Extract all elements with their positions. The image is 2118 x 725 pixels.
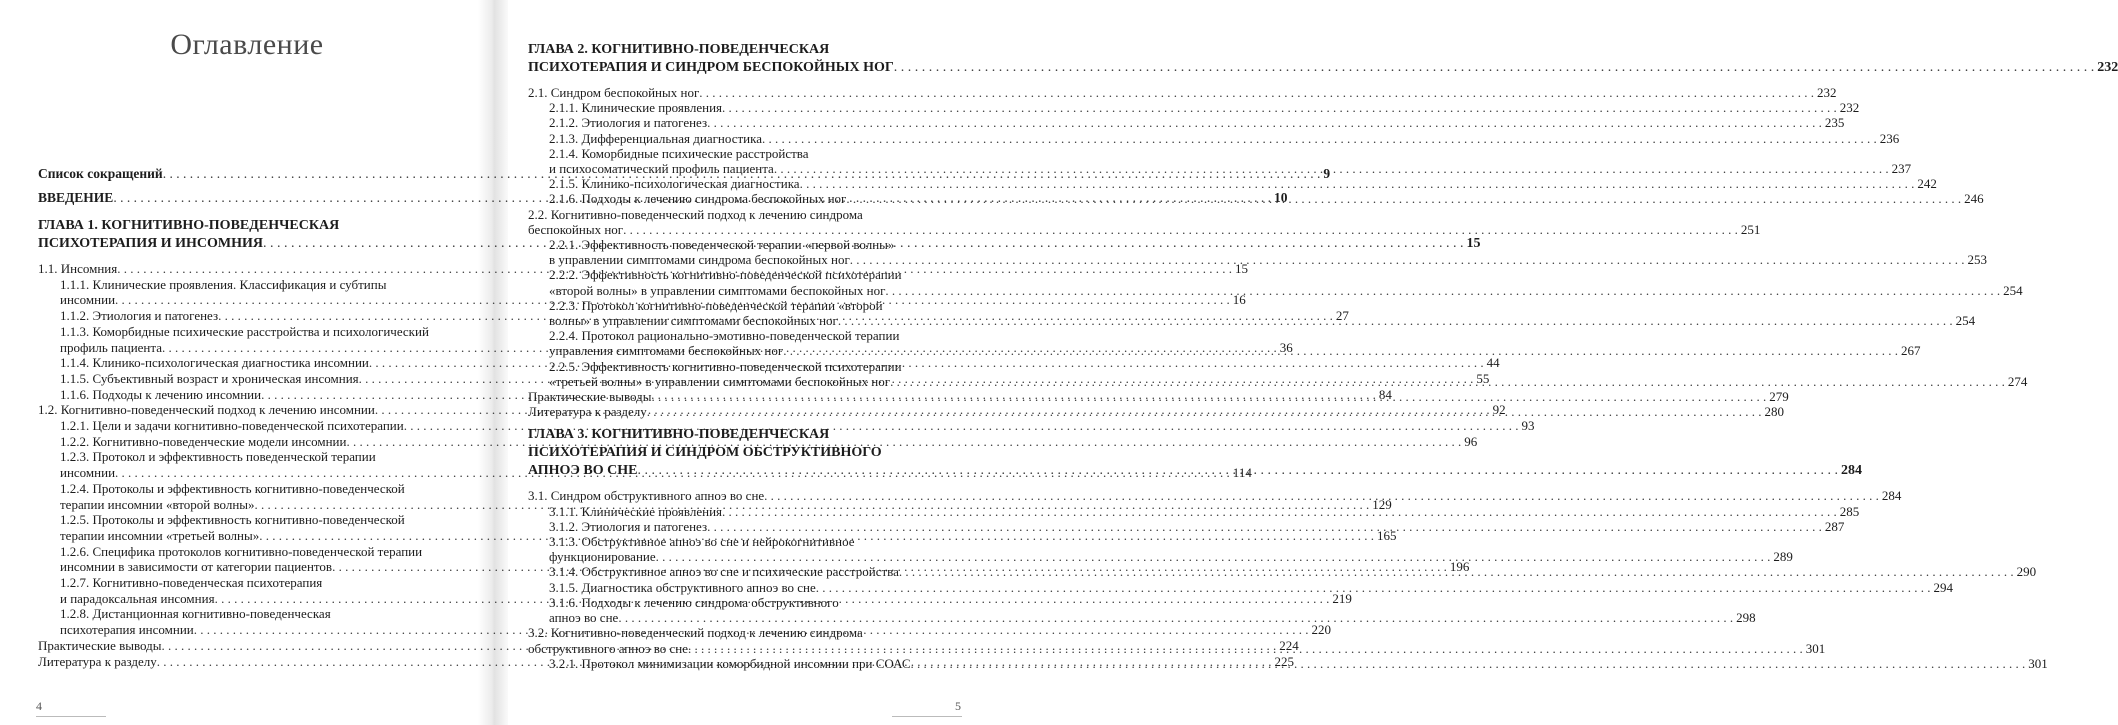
toc-entry-title: Литература к разделу xyxy=(38,653,157,669)
toc-entry-title: 2.1.4. Коморбидные психические расстройства xyxy=(549,145,809,161)
toc-entry-title: инсомнии xyxy=(60,465,116,481)
toc-page-number: 27 xyxy=(1335,308,1349,324)
dot-leader xyxy=(774,161,1889,176)
toc-entry-line xyxy=(549,130,1900,146)
dot-leader xyxy=(647,404,1762,419)
toc-entry-title: 2.1.2. Этиология и патогенез xyxy=(549,115,708,131)
toc-entry-title: АПНОЭ ВО СНЕ xyxy=(528,463,638,479)
toc-page-number: 96 xyxy=(1464,433,1478,449)
toc-page-number: 290 xyxy=(2016,564,2037,580)
toc-entry-title: в управлении симптомами синдрома беспокойных ног xyxy=(549,252,850,268)
toc-entry-title: 1.1.2. Этиология и патогенез xyxy=(60,308,219,324)
toc-page-number: 44 xyxy=(1486,355,1500,371)
toc-page-number: 242 xyxy=(1917,176,1937,192)
toc-entry-title: ПСИХОТЕРАПИЯ И СИНДРОМ ОБСТРУКТИВНОГО xyxy=(528,445,882,461)
toc-entry-title: 3.1.5. Диагностика обструктивного апноэ во сне xyxy=(549,579,816,595)
dot-leader xyxy=(764,488,1879,503)
dot-leader xyxy=(762,131,1877,146)
toc-page-number: 246 xyxy=(1964,191,1984,207)
toc-entry-title: Практические выводы xyxy=(528,389,652,405)
toc-entry-line xyxy=(549,115,1845,131)
toc-entry-title: инсомнии в зависимости от категории пациентов xyxy=(60,559,333,575)
toc-page-number: 225 xyxy=(1274,653,1295,669)
toc-entry-title: Литература к разделу xyxy=(528,404,647,420)
dot-leader xyxy=(816,580,1931,595)
toc-entry-title: 2.2.5. Эффективность когнитивно-поведенческой психотерапии xyxy=(549,358,902,374)
toc-page-number: 84 xyxy=(1378,386,1392,402)
toc-entry-title: инсомнии xyxy=(60,292,116,308)
toc-entry-line xyxy=(60,606,456,622)
toc-entry-title: 3.1.3. Обструктивное апноэ во сне и нейрокогнитивное xyxy=(549,534,855,550)
toc-page-number: 237 xyxy=(1891,161,1912,177)
toc-entry-title: 1.1.6. Подходы к лечению инсомнии xyxy=(60,386,262,402)
toc-entry-title: апноэ во сне xyxy=(549,610,619,626)
toc-entry-line xyxy=(528,426,966,444)
toc-entry-title: 1.2.6. Специфика протоколов когнитивно-поведенческой терапии xyxy=(60,543,423,559)
toc-entry-title: 3.1. Синдром обструктивного апноэ во сне xyxy=(528,488,765,504)
toc-entry-title: 3.1.2. Этиология и патогенез xyxy=(549,518,708,534)
toc-page-number: 92 xyxy=(1492,402,1506,418)
toc-page-number: 15 xyxy=(1235,261,1248,276)
toc-entry xyxy=(528,145,1912,177)
toc-entry-line xyxy=(60,418,1535,434)
toc-entry-line xyxy=(549,534,966,549)
toc-entry-title: 2.1.5. Клинико-психологическая диагностика xyxy=(549,176,800,192)
dot-leader xyxy=(618,610,1733,625)
toc-entry-title: ГЛАВА 1. КОГНИТИВНО-ПОВЕДЕНЧЕСКАЯ xyxy=(38,218,340,233)
dot-leader xyxy=(894,59,2095,77)
toc-entry-line xyxy=(38,217,456,235)
toc-page-number: 301 xyxy=(2028,655,2048,671)
toc-entry-line xyxy=(549,161,1912,177)
toc-entry-line xyxy=(60,544,456,560)
toc-entry-title: 1.2.4. Протоколы и эффективность когнитивно-поведенческой xyxy=(60,480,405,496)
toc-entry-line xyxy=(60,324,456,340)
toc-page-number: 9 xyxy=(1323,166,1331,181)
dot-leader xyxy=(846,191,1961,206)
toc-entry-title: ВВЕДЕНИЕ xyxy=(38,190,114,205)
toc-page-number: 280 xyxy=(1764,404,1785,420)
toc-entry-line xyxy=(60,481,456,497)
toc-entry-title: беспокойных ног xyxy=(528,221,624,237)
toc-entry-line xyxy=(549,176,1937,192)
dot-leader xyxy=(850,252,1965,267)
toc-entry-line xyxy=(549,267,966,282)
toc-page-number: 285 xyxy=(1839,503,1860,519)
toc-page-number: 267 xyxy=(1900,343,1921,359)
toc-entry xyxy=(528,518,1845,534)
toc-entry xyxy=(528,130,1900,146)
toc-page-number: 36 xyxy=(1279,339,1293,355)
toc-entry-line xyxy=(549,237,966,252)
toc-entry-title: «второй волны» в управлении симптомами беспокойных ног xyxy=(549,282,886,298)
toc-entry-title: 2.1.3. Дифференциальная диагностика xyxy=(549,130,763,146)
toc-entry-title: 1.2. Когнитивно-поведенческий подход к лечению инсомнии xyxy=(38,402,375,418)
toc-entry-title: терапии инсомнии «второй волны» xyxy=(60,496,255,512)
toc-page-number: 235 xyxy=(1824,115,1845,131)
dot-leader xyxy=(688,641,1803,656)
toc-page-number: 287 xyxy=(1824,518,1845,534)
toc-entry-title: 1.2.1. Цели и задачи когнитивно-поведенческой психотерапии xyxy=(60,418,404,434)
toc-entry-line xyxy=(549,328,966,343)
toc-page-number: 219 xyxy=(1332,590,1352,606)
toc-entry-line xyxy=(528,444,966,462)
toc-entry xyxy=(528,206,1761,237)
toc-page-number: 279 xyxy=(1769,389,1789,405)
dot-leader xyxy=(656,549,1771,564)
toc-entry-title: 1.2.2. Когнитивно-поведенческие модели инсомнии xyxy=(60,433,347,449)
toc-entry-title: и психосоматический профиль пациента xyxy=(549,161,774,177)
toc-entry xyxy=(528,85,1837,100)
dot-leader xyxy=(623,222,1738,237)
toc-entry-line xyxy=(549,359,966,374)
toc-entry-line xyxy=(528,59,2118,77)
toc-entry-line xyxy=(549,282,2023,298)
toc-page-number: 55 xyxy=(1476,370,1490,386)
toc-page-number: 294 xyxy=(1933,579,1953,595)
toc-entry-title: волны» в управлении симптомами беспокойных ног xyxy=(549,313,838,329)
toc-entry-title: 1.1.4. Клинико-психологическая диагностика инсомнии xyxy=(60,355,369,371)
toc-entry-title: психотерапия инсомнии xyxy=(60,622,194,638)
toc-entry-line xyxy=(60,277,456,293)
toc-entry-title: ПСИХОТЕРАПИЯ И СИНДРОМ БЕСПОКОЙНЫХ НОГ xyxy=(528,60,894,75)
toc-page-number: 298 xyxy=(1736,610,1756,626)
toc-entry-title: 3.1.1. Клинические проявления xyxy=(549,503,723,519)
footer-rule-right xyxy=(892,716,962,717)
toc-entry-title: 2.2.1. Эффективность поведенческой терапии «первой волны» xyxy=(549,237,895,253)
toc-entry-line xyxy=(549,252,1988,268)
toc-page-number: 253 xyxy=(1967,252,1988,268)
toc-entry-title: и парадоксальная инсомния xyxy=(60,590,215,606)
toc-page-number: 196 xyxy=(1449,559,1470,575)
dot-leader xyxy=(899,564,2014,579)
toc-entry-line xyxy=(549,549,1793,565)
toc-page-number: 93 xyxy=(1521,418,1535,434)
toc-entry-title: «третьей волны» в управлении симптомами беспокойных ног xyxy=(549,373,891,389)
toc-entry-title: 1.2.3. Протокол и эффективность поведенческой терапии xyxy=(60,449,376,465)
toc-entry-title: 2.1.1. Клинические проявления xyxy=(549,100,723,116)
toc-page-number: 301 xyxy=(1805,640,1826,656)
toc-entry-line xyxy=(549,100,1860,116)
toc-entry-title: функционирование xyxy=(549,549,656,565)
toc-page-number: 254 xyxy=(1955,313,1976,329)
toc-entry-line xyxy=(549,610,1756,626)
dot-leader xyxy=(911,653,2026,671)
toc-entry-title: управления симптомами беспокойных ног xyxy=(549,343,784,359)
toc-entry-line xyxy=(528,85,1837,100)
dot-leader xyxy=(707,115,1822,130)
toc-entry-title: 2.2.2. Эффективность когнитивно-поведенческой психотерапии xyxy=(549,267,902,283)
toc-entry-title: 3.1.4. Обструктивное апноэ во сне и психические расстройства xyxy=(549,564,899,580)
toc-page-number: 232 xyxy=(1839,100,1860,116)
toc-entry-line xyxy=(549,579,1953,595)
toc-entry xyxy=(528,176,1937,192)
toc-page-number: 114 xyxy=(1232,465,1252,481)
toc-page-number: 232 xyxy=(1817,85,1837,100)
toc-entry-title: 2.2.4. Протокол рационально-эмотивно-поведенческой терапии xyxy=(549,328,900,344)
toc-chapter-heading xyxy=(528,41,2118,77)
toc-page-number: 284 xyxy=(1881,488,1902,504)
dot-leader xyxy=(783,343,1898,358)
page-number-right: 5 xyxy=(955,699,961,713)
toc-entry-title: 3.2. Когнитивно-поведенческий подход к лечению синдрома xyxy=(528,625,863,641)
toc-entry-title: 1.1.1. Клинические проявления. Классификация и субтипы xyxy=(60,276,387,292)
toc-page-number: 274 xyxy=(2007,373,2028,389)
toc-entry-title: профиль пациента xyxy=(60,339,162,355)
toc-entry-title: 1.1. Инсомния xyxy=(38,261,118,276)
toc-entry-line xyxy=(528,41,966,59)
toc-entry-line xyxy=(60,512,456,528)
dot-leader xyxy=(885,283,2000,298)
toc-entry-line xyxy=(528,221,1761,237)
toc-entry-line xyxy=(528,207,966,222)
dot-leader xyxy=(890,374,2005,389)
toc-entry-line xyxy=(549,595,966,610)
toc-entry-title: ГЛАВА 2. КОГНИТИВНО-ПОВЕДЕНЧЕСКАЯ xyxy=(528,42,830,57)
toc-entry-line xyxy=(549,298,966,313)
toc-page-number: 289 xyxy=(1773,549,1793,565)
toc-entry-title: Практические выводы xyxy=(38,637,162,653)
dot-leader xyxy=(699,85,1814,100)
toc-entry-line xyxy=(528,625,966,640)
dot-leader xyxy=(638,462,1839,480)
toc-page-number: 284 xyxy=(1841,463,1862,479)
toc-entry-title: 2.2.3. Протокол когнитивно-поведенческой терапии «второй xyxy=(549,297,883,313)
toc-entry-title: 2.2. Когнитивно-поведенческий подход к лечению синдрома xyxy=(528,206,863,222)
footer-rule-left xyxy=(36,716,106,717)
toc-entry-line xyxy=(549,518,1845,534)
toc-entry-title: терапии инсомнии «третьей волны» xyxy=(60,527,260,543)
dot-leader xyxy=(722,100,1837,115)
toc-page-number: 251 xyxy=(1740,221,1761,237)
toc-page-number: 254 xyxy=(2003,282,2023,298)
toc-page-number: 236 xyxy=(1879,130,1900,146)
toc-entry-title: ПСИХОТЕРАПИЯ И ИНСОМНИЯ xyxy=(38,236,264,251)
dot-leader xyxy=(722,504,1837,519)
toc-entry-title: 3.1.6. Подходы к лечению синдрома обструктивного xyxy=(549,594,839,610)
toc-entry xyxy=(528,579,1953,595)
toc-entry-title: обструктивного апноэ во сне xyxy=(528,640,688,656)
toc-entry-line xyxy=(549,146,966,161)
toc-entry-line xyxy=(60,449,456,465)
dot-leader xyxy=(838,313,1953,328)
dot-leader xyxy=(652,386,1767,404)
toc-entry-title: 2.1. Синдром беспокойных ног xyxy=(528,85,700,100)
toc-page-number: 224 xyxy=(1279,637,1299,653)
toc-entry-title: 1.2.7. Когнитивно-поведенческая психотерапия xyxy=(60,575,323,591)
toc-page-number: 232 xyxy=(2097,60,2118,75)
toc-entry-title: 1.1.3. Коморбидные психические расстройства и психологический xyxy=(60,323,429,339)
toc-entry-title: 1.2.5. Протоколы и эффективность когнитивно-поведенческой xyxy=(60,512,405,528)
toc-entry-title: 1.2.8. Дистанционная когнитивно-поведенческая xyxy=(60,606,331,622)
toc-page-number: 129 xyxy=(1372,496,1392,512)
toc-page-number: 165 xyxy=(1376,527,1397,543)
toc-page-number: 15 xyxy=(1466,236,1481,251)
toc-entry xyxy=(528,100,1860,116)
toc-entry-title: Список сокращений xyxy=(38,166,163,181)
toc-page-number: 220 xyxy=(1311,622,1331,638)
toc-entry-title: ГЛАВА 3. КОГНИТИВНО-ПОВЕДЕНЧЕСКАЯ xyxy=(528,427,830,443)
page-number-left: 4 xyxy=(36,699,42,713)
toc-entry xyxy=(528,115,1845,131)
dot-leader xyxy=(707,519,1822,534)
toc-entry-line xyxy=(60,575,456,591)
toc-page-number: 16 xyxy=(1232,292,1246,308)
dot-leader xyxy=(800,176,1915,191)
page-title: Оглавление xyxy=(170,28,324,61)
toc-entry-title: 1.1.5. Субъективный возраст и хроническая инсомния xyxy=(60,370,359,386)
toc-page-number: 10 xyxy=(1273,190,1288,205)
toc-entry xyxy=(38,418,1535,434)
toc-entry-title: 2.1.6. Подходы к лечению синдрома беспокойных ног xyxy=(549,191,847,207)
toc-entry-title: 3.2.1. Протокол минимизации коморбидной инсомнии при СОАС xyxy=(549,655,911,671)
